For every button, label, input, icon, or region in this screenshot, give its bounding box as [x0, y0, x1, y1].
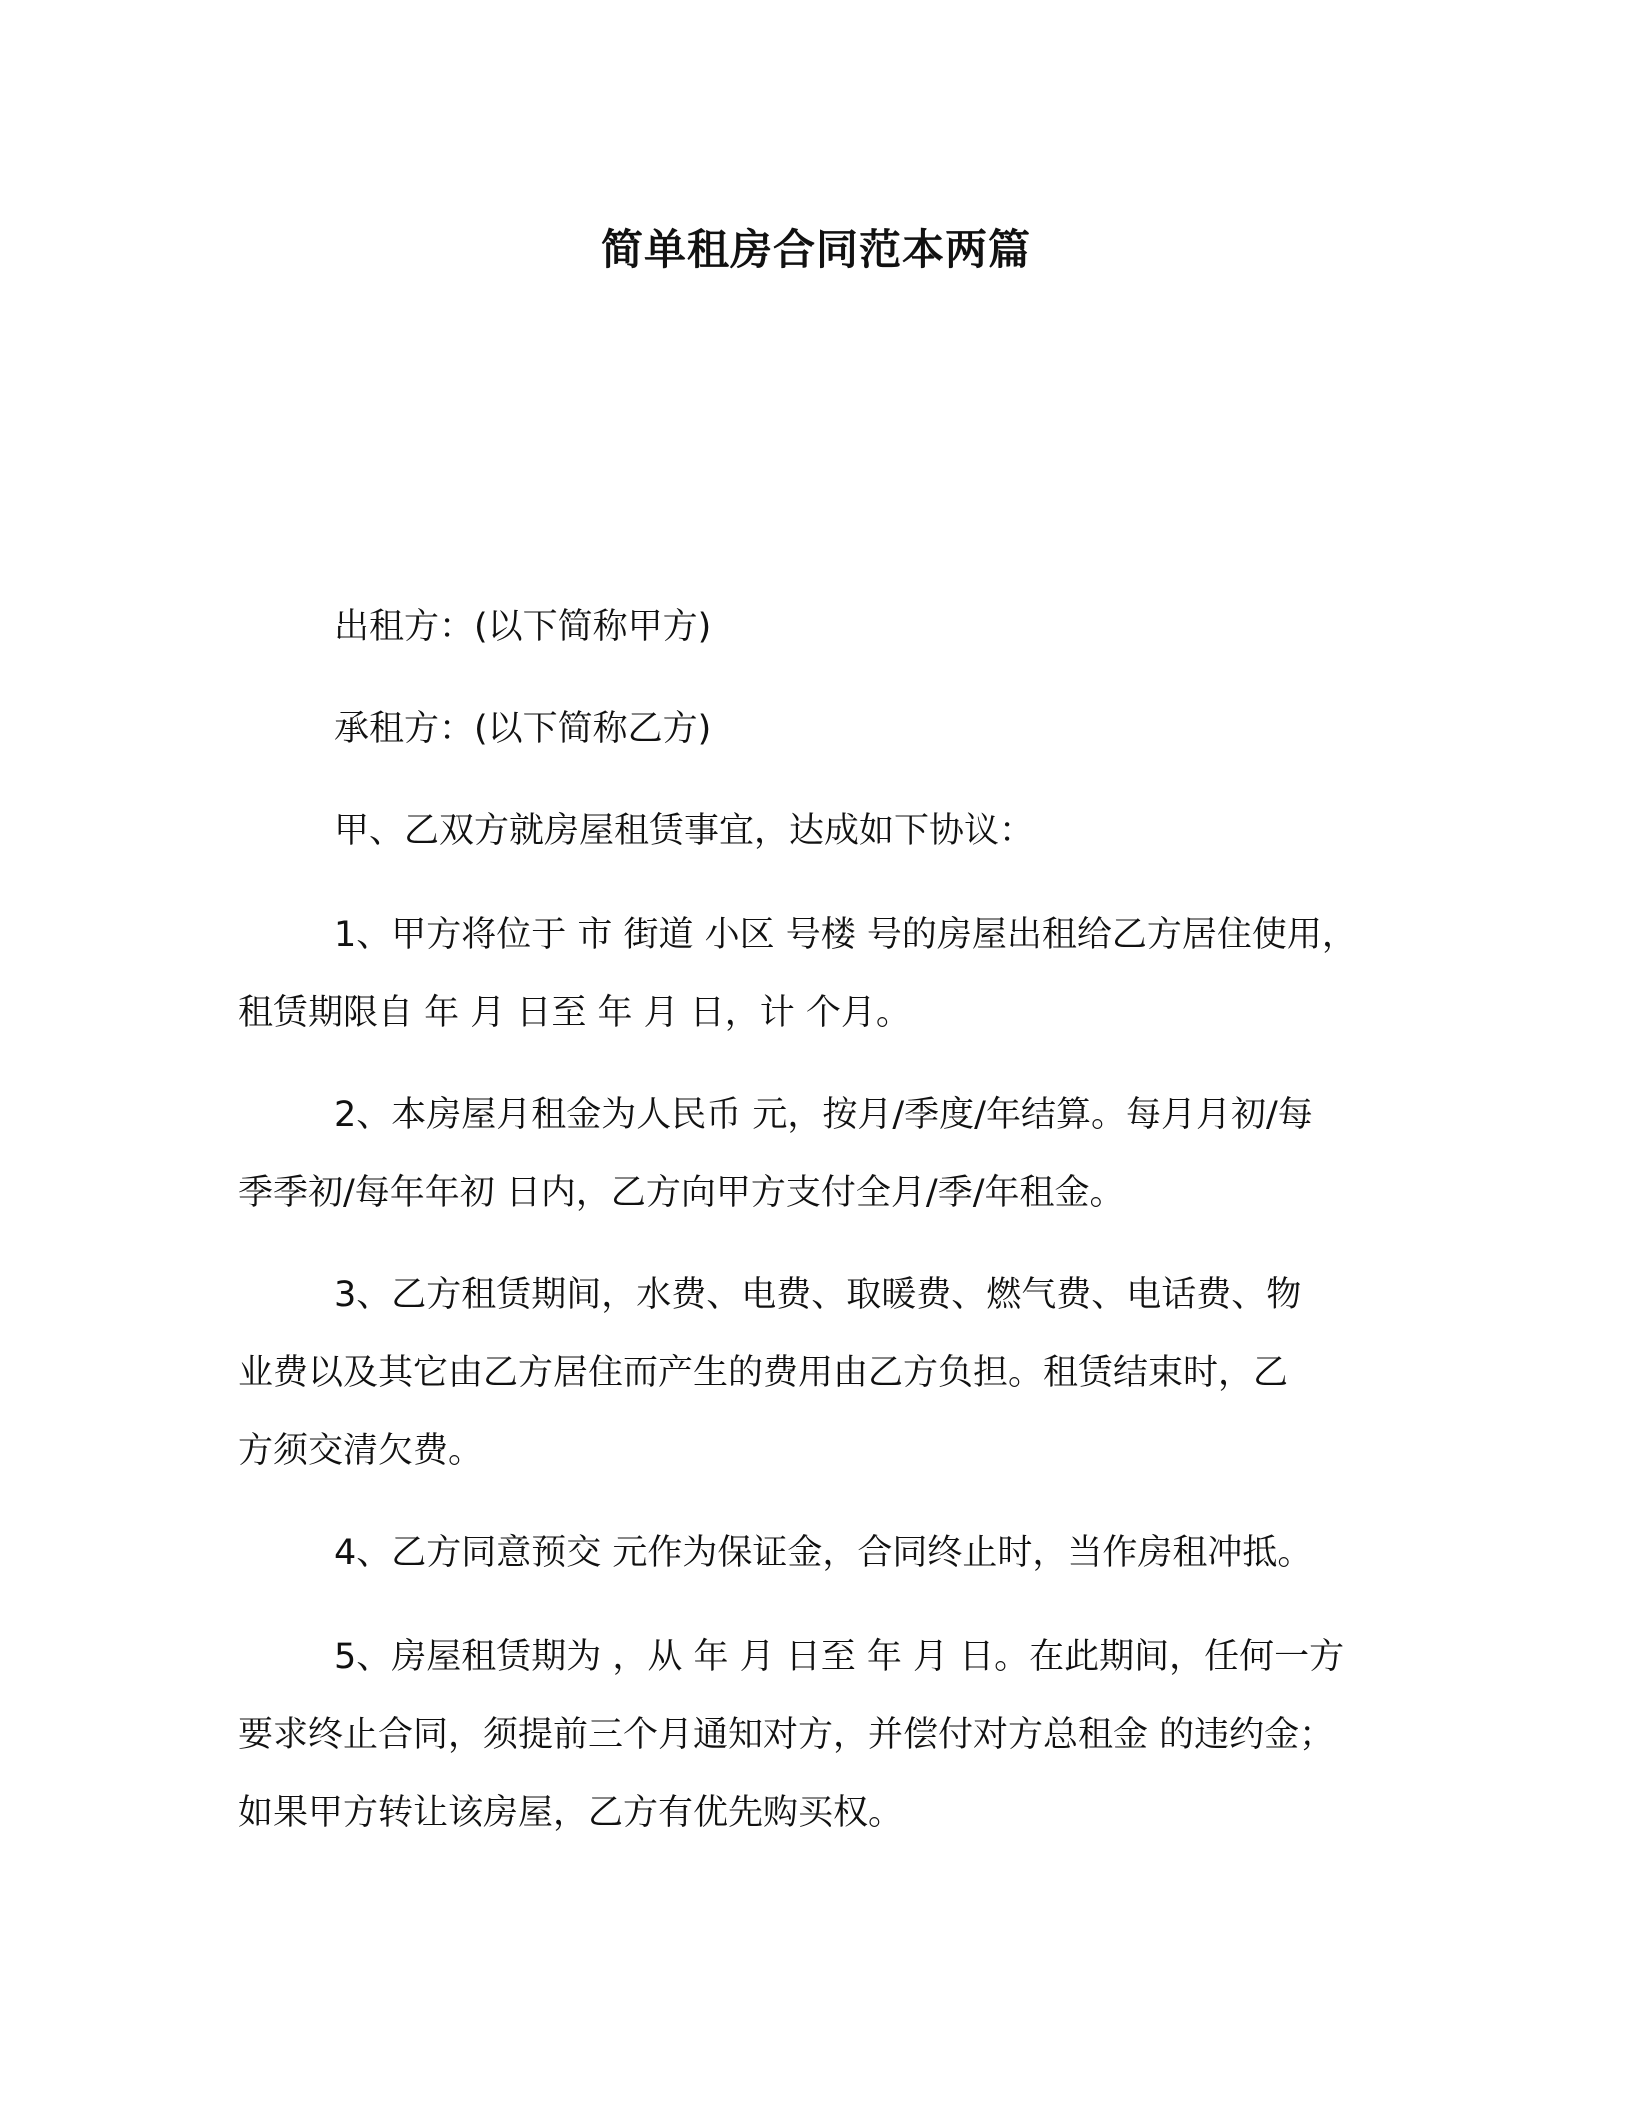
paragraph-line: 甲、乙双方就房屋租赁事宜，达成如下协议：	[334, 811, 1035, 851]
paragraph-line: 方须交清欠费。	[238, 1431, 484, 1471]
paragraph-line: 3、乙方租赁期间，水费、电费、取暖费、燃气费、电话费、物	[334, 1275, 1302, 1315]
paragraph-clause-5	[238, 1618, 1388, 1852]
paragraph-line: 要求终止合同，须提前三个月通知对方，并偿付对方总租金 的违约金；	[238, 1715, 1335, 1755]
paragraph-lessor	[238, 588, 1388, 666]
paragraph-lessee	[238, 690, 1388, 768]
document-title: 简单租房合同范本两篇	[600, 225, 1031, 274]
paragraph-clause-2	[238, 1076, 1388, 1232]
paragraph-line: 4、乙方同意预交 元作为保证金，合同终止时，当作房租冲抵。	[334, 1533, 1313, 1573]
paragraph-clause-1	[238, 896, 1388, 1052]
paragraph-line: 5、房屋租赁期为 ，从 年 月 日至 年 月 日。在此期间，任何一方	[334, 1637, 1345, 1677]
paragraph-line: 1、甲方将位于 市 街道 小区 号楼 号的房屋出租给乙方居住使用，	[334, 915, 1357, 955]
paragraph-line: 出租方：(以下简称甲方)	[334, 607, 712, 647]
paragraph-agreement-intro	[238, 792, 1388, 870]
paragraph-clause-4	[238, 1514, 1388, 1592]
paragraph-line: 承租方：(以下简称乙方)	[334, 709, 712, 749]
paragraph-line: 业费以及其它由乙方居住而产生的费用由乙方负担。租赁结束时，乙	[238, 1353, 1289, 1393]
paragraph-line: 如果甲方转让该房屋，乙方有优先购买权。	[238, 1793, 904, 1833]
paragraph-clause-3	[238, 1256, 1388, 1490]
paragraph-line: 2、本房屋月租金为人民币 元，按月/季度/年结算。每月月初/每	[334, 1095, 1313, 1135]
paragraph-line: 租赁期限自 年 月 日至 年 月 日，计 个月。	[238, 993, 911, 1033]
paragraph-line: 季季初/每年年初 日内，乙方向甲方支付全月/季/年租金。	[238, 1173, 1125, 1213]
